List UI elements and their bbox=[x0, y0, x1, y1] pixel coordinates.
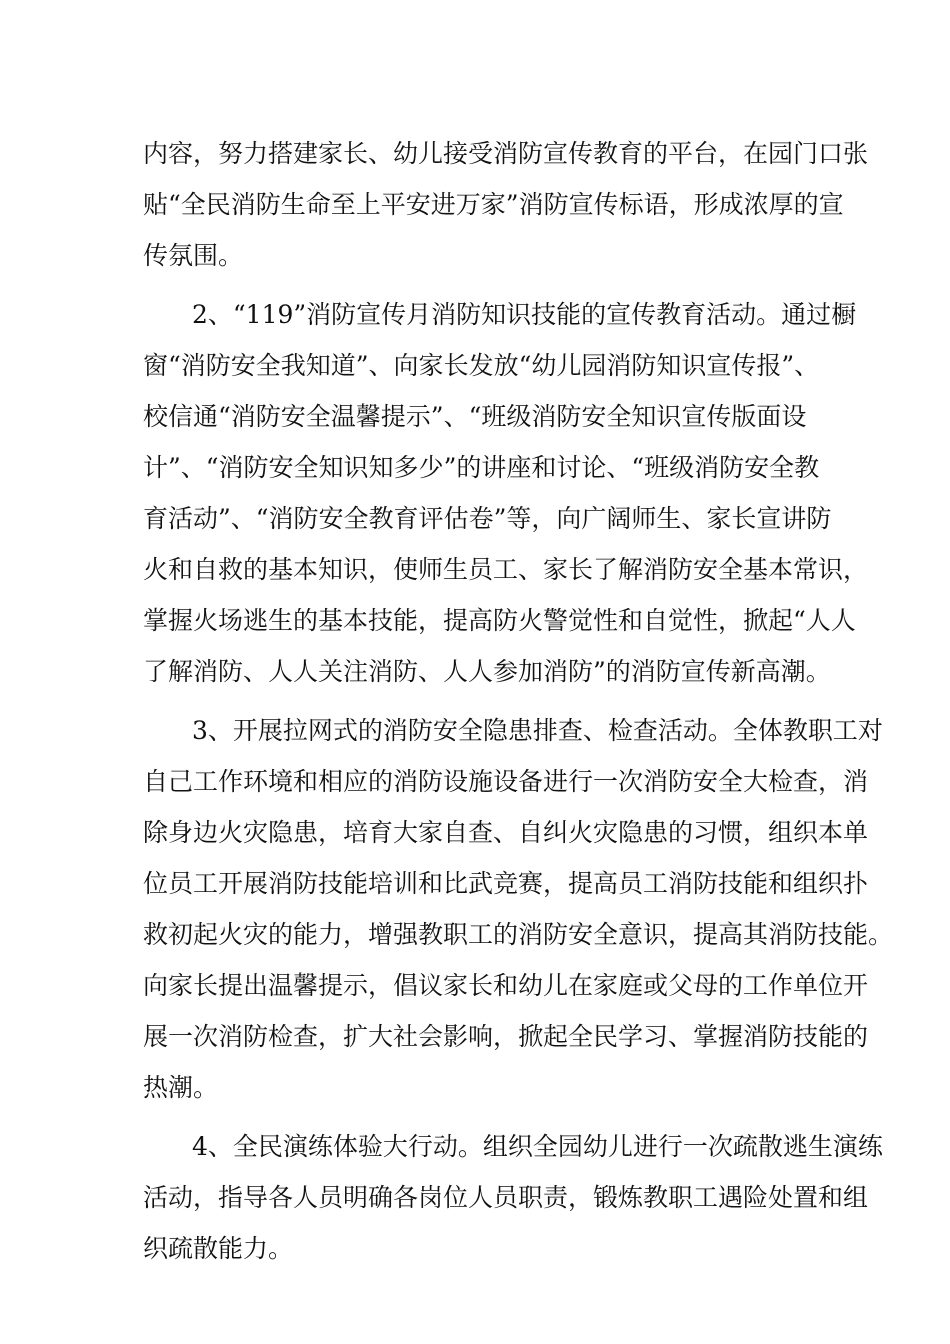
paragraph-spacer bbox=[143, 1113, 823, 1121]
text-line: 窗“消防安全我知道”、向家长发放“幼儿园消防知识宣传报”、 bbox=[143, 351, 820, 380]
paragraph-continuation bbox=[143, 128, 869, 281]
document-body bbox=[143, 128, 894, 1274]
paragraph-item-3 bbox=[143, 705, 894, 1113]
text-line: 2、“119”消防宣传月消防知识技能的宣传教育活动。通过橱 bbox=[192, 300, 857, 329]
text-line: 向家长提出温馨提示，倡议家长和幼儿在家庭或父母的工作单位开 bbox=[143, 971, 869, 1000]
text-line: 4、全民演练体验大行动。组织全园幼儿进行一次疏散逃生演练 bbox=[192, 1132, 883, 1161]
paragraph-item-2 bbox=[143, 289, 869, 697]
text-line: 救初起火灾的能力，增强教职工的消防安全意识，提高其消防技能。 bbox=[143, 920, 894, 949]
text-line: 校信通“消防安全温馨提示”、“班级消防安全知识宣传版面设 bbox=[143, 402, 807, 431]
text-line: 贴“全民消防生命至上平安进万家”消防宣传标语，形成浓厚的宣 bbox=[143, 190, 844, 219]
paragraph-spacer bbox=[143, 697, 823, 705]
paragraph-item-4 bbox=[143, 1121, 883, 1274]
text-line: 火和自救的基本知识，使师生员工、家长了解消防安全基本常识， bbox=[143, 555, 869, 584]
text-line: 活动，指导各人员明确各岗位人员职责，锻炼教职工遇险处置和组 bbox=[143, 1183, 869, 1212]
text-line: 展一次消防检查，扩大社会影响，掀起全民学习、掌握消防技能的 bbox=[143, 1022, 869, 1051]
text-line: 育活动”、“消防安全教育评估卷”等，向广阔师生、家长宣讲防 bbox=[143, 504, 832, 533]
text-line: 掌握火场逃生的基本技能，提高防火警觉性和自觉性，掀起“人人 bbox=[143, 606, 856, 635]
text-line: 热潮。 bbox=[143, 1073, 219, 1102]
text-line: 织疏散能力。 bbox=[143, 1234, 294, 1263]
text-line: 传氛围。 bbox=[143, 241, 244, 270]
text-line: 除身边火灾隐患，培育大家自查、自纠火灾隐患的习惯，组织本单 bbox=[143, 818, 869, 847]
text-line: 计”、“消防安全知识知多少”的讲座和讨论、“班级消防安全教 bbox=[143, 453, 820, 482]
text-line: 内容，努力搭建家长、幼儿接受消防宣传教育的平台，在园门口张 bbox=[143, 139, 869, 168]
text-line: 了解消防、人人关注消防、人人参加消防”的消防宣传新高潮。 bbox=[143, 657, 831, 686]
text-line: 自己工作环境和相应的消防设施设备进行一次消防安全大检查，消 bbox=[143, 767, 869, 796]
paragraph-spacer bbox=[143, 281, 823, 289]
text-line: 位员工开展消防技能培训和比武竞赛，提高员工消防技能和组织扑 bbox=[143, 869, 869, 898]
text-line: 3、开展拉网式的消防安全隐患排查、检查活动。全体教职工对 bbox=[192, 716, 883, 745]
